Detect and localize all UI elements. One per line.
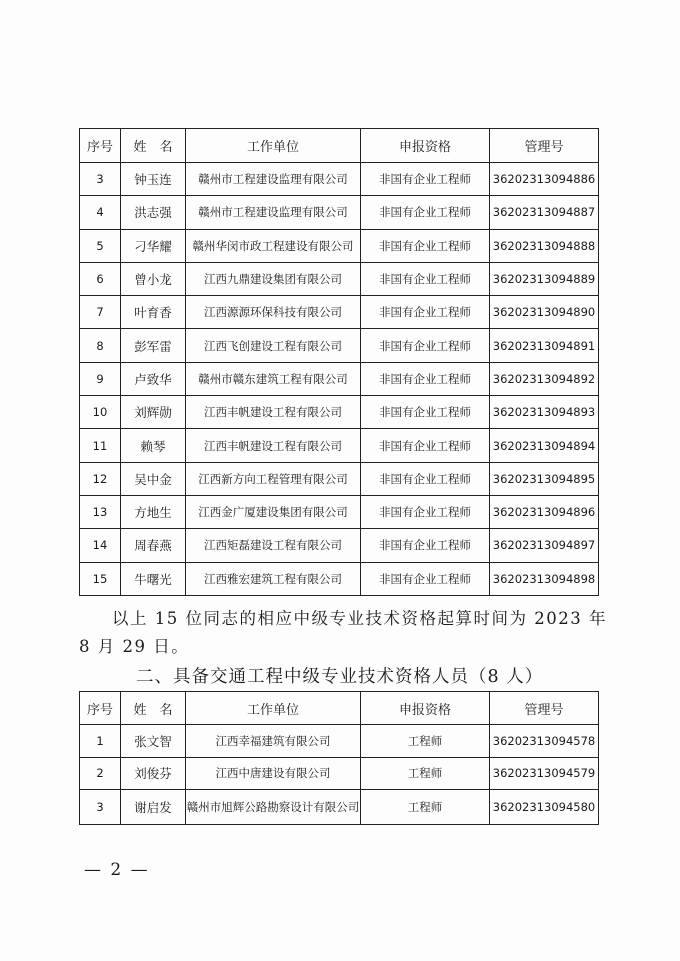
cell-management-no: 36202313094580 xyxy=(490,790,599,825)
personnel-table-2 xyxy=(79,691,599,825)
cell-management-no: 36202313094894 xyxy=(490,429,599,462)
table-row xyxy=(80,362,599,395)
cell-unit: 江西雅宏建筑工程有限公司 xyxy=(186,562,361,595)
section-heading: 二、具备交通工程中级专业技术资格人员（8 人） xyxy=(136,667,544,687)
table-row xyxy=(80,462,599,495)
cell-management-no: 36202313094888 xyxy=(490,229,599,262)
table-row xyxy=(80,163,599,196)
table-row xyxy=(80,725,599,758)
table-row xyxy=(80,429,599,462)
col-header-no: 序号 xyxy=(80,692,121,725)
cell-name: 曾小龙 xyxy=(121,262,186,295)
cell-no: 5 xyxy=(80,229,121,262)
cell-unit: 赣州市旭辉公路勘察设计有限公司 xyxy=(186,790,361,825)
cell-management-no: 36202313094892 xyxy=(490,362,599,395)
cell-no: 12 xyxy=(80,462,121,495)
cell-no: 13 xyxy=(80,495,121,528)
table-row xyxy=(80,562,599,595)
cell-qualification: 非国有企业工程师 xyxy=(361,229,490,262)
cell-unit: 江西幸福建筑有限公司 xyxy=(186,725,361,758)
cell-qualification: 非国有企业工程师 xyxy=(361,562,490,595)
col-header-no: 序号 xyxy=(80,129,121,163)
cell-name: 赖琴 xyxy=(121,429,186,462)
cell-name: 张文智 xyxy=(121,725,186,758)
cell-no: 8 xyxy=(80,329,121,362)
col-header-unit: 工作单位 xyxy=(186,129,361,163)
cell-no: 4 xyxy=(80,196,121,229)
cell-qualification: 非国有企业工程师 xyxy=(361,362,490,395)
cell-management-no: 36202313094890 xyxy=(490,296,599,329)
cell-qualification: 非国有企业工程师 xyxy=(361,529,490,562)
cell-no: 1 xyxy=(80,725,121,758)
cell-qualification: 非国有企业工程师 xyxy=(361,329,490,362)
cell-unit: 江西新方向工程管理有限公司 xyxy=(186,462,361,495)
start-date-paragraph: 以上 15 位同志的相应中级专业技术资格起算时间为 2023 年 8 月 29 日。 xyxy=(79,609,607,656)
col-header-qualification: 申报资格 xyxy=(361,692,490,725)
cell-name: 刘辉勋 xyxy=(121,396,186,429)
cell-name: 谢启发 xyxy=(121,790,186,825)
cell-unit: 江西丰帆建设工程有限公司 xyxy=(186,396,361,429)
cell-management-no: 36202313094895 xyxy=(490,462,599,495)
table-body xyxy=(80,163,599,596)
cell-unit: 江西中唐建设有限公司 xyxy=(186,757,361,790)
cell-qualification: 非国有企业工程师 xyxy=(361,396,490,429)
cell-qualification: 工程师 xyxy=(361,757,490,790)
cell-name: 彭军雷 xyxy=(121,329,186,362)
cell-unit: 赣州市工程建设监理有限公司 xyxy=(186,163,361,196)
cell-no: 7 xyxy=(80,296,121,329)
cell-qualification: 非国有企业工程师 xyxy=(361,296,490,329)
cell-unit: 江西源源环保科技有限公司 xyxy=(186,296,361,329)
cell-no: 10 xyxy=(80,396,121,429)
cell-name: 牛曙光 xyxy=(121,562,186,595)
cell-qualification: 非国有企业工程师 xyxy=(361,163,490,196)
table-row xyxy=(80,229,599,262)
cell-management-no: 36202313094893 xyxy=(490,396,599,429)
col-header-qualification: 申报资格 xyxy=(361,129,490,163)
page-number: — 2 — xyxy=(84,860,150,880)
table-row xyxy=(80,262,599,295)
cell-qualification: 非国有企业工程师 xyxy=(361,462,490,495)
cell-no: 15 xyxy=(80,562,121,595)
cell-unit: 赣州华闵市政工程建设有限公司 xyxy=(186,229,361,262)
cell-qualification: 非国有企业工程师 xyxy=(361,495,490,528)
table-header-row xyxy=(80,692,599,725)
cell-unit: 江西九鼎建设集团有限公司 xyxy=(186,262,361,295)
cell-management-no: 36202313094578 xyxy=(490,725,599,758)
cell-unit: 赣州市工程建设监理有限公司 xyxy=(186,196,361,229)
cell-no: 3 xyxy=(80,790,121,825)
cell-unit: 江西飞创建设工程有限公司 xyxy=(186,329,361,362)
cell-name: 钟玉连 xyxy=(121,163,186,196)
table-row xyxy=(80,396,599,429)
cell-qualification: 工程师 xyxy=(361,790,490,825)
cell-name: 周春燕 xyxy=(121,529,186,562)
col-header-unit: 工作单位 xyxy=(186,692,361,725)
col-header-management-no: 管理号 xyxy=(490,692,599,725)
cell-no: 9 xyxy=(80,362,121,395)
table-row xyxy=(80,495,599,528)
cell-management-no: 36202313094579 xyxy=(490,757,599,790)
cell-name: 刁华耀 xyxy=(121,229,186,262)
cell-management-no: 36202313094898 xyxy=(490,562,599,595)
cell-unit: 江西矩磊建设工程有限公司 xyxy=(186,529,361,562)
cell-management-no: 36202313094896 xyxy=(490,495,599,528)
cell-no: 3 xyxy=(80,163,121,196)
cell-unit: 江西丰帆建设工程有限公司 xyxy=(186,429,361,462)
table-row xyxy=(80,529,599,562)
cell-name: 方地生 xyxy=(121,495,186,528)
cell-management-no: 36202313094886 xyxy=(490,163,599,196)
table-row xyxy=(80,296,599,329)
cell-unit: 赣州市赣东建筑工程有限公司 xyxy=(186,362,361,395)
cell-name: 刘俊芬 xyxy=(121,757,186,790)
cell-no: 14 xyxy=(80,529,121,562)
table-row xyxy=(80,757,599,790)
table-row xyxy=(80,329,599,362)
cell-no: 6 xyxy=(80,262,121,295)
cell-qualification: 工程师 xyxy=(361,725,490,758)
cell-name: 叶育香 xyxy=(121,296,186,329)
cell-qualification: 非国有企业工程师 xyxy=(361,262,490,295)
cell-no: 2 xyxy=(80,757,121,790)
cell-management-no: 36202313094891 xyxy=(490,329,599,362)
cell-qualification: 非国有企业工程师 xyxy=(361,429,490,462)
cell-name: 吴中金 xyxy=(121,462,186,495)
col-header-name: 姓 名 xyxy=(121,129,186,163)
personnel-table-1 xyxy=(79,128,599,596)
table-body xyxy=(80,725,599,825)
cell-unit: 江西金广厦建设集团有限公司 xyxy=(186,495,361,528)
cell-management-no: 36202313094889 xyxy=(490,262,599,295)
cell-management-no: 36202313094897 xyxy=(490,529,599,562)
cell-name: 洪志强 xyxy=(121,196,186,229)
cell-name: 卢致华 xyxy=(121,362,186,395)
cell-no: 11 xyxy=(80,429,121,462)
cell-qualification: 非国有企业工程师 xyxy=(361,196,490,229)
table-header-row xyxy=(80,129,599,163)
cell-management-no: 36202313094887 xyxy=(490,196,599,229)
table-row xyxy=(80,790,599,825)
table-row xyxy=(80,196,599,229)
col-header-management-no: 管理号 xyxy=(490,129,599,163)
col-header-name: 姓 名 xyxy=(121,692,186,725)
